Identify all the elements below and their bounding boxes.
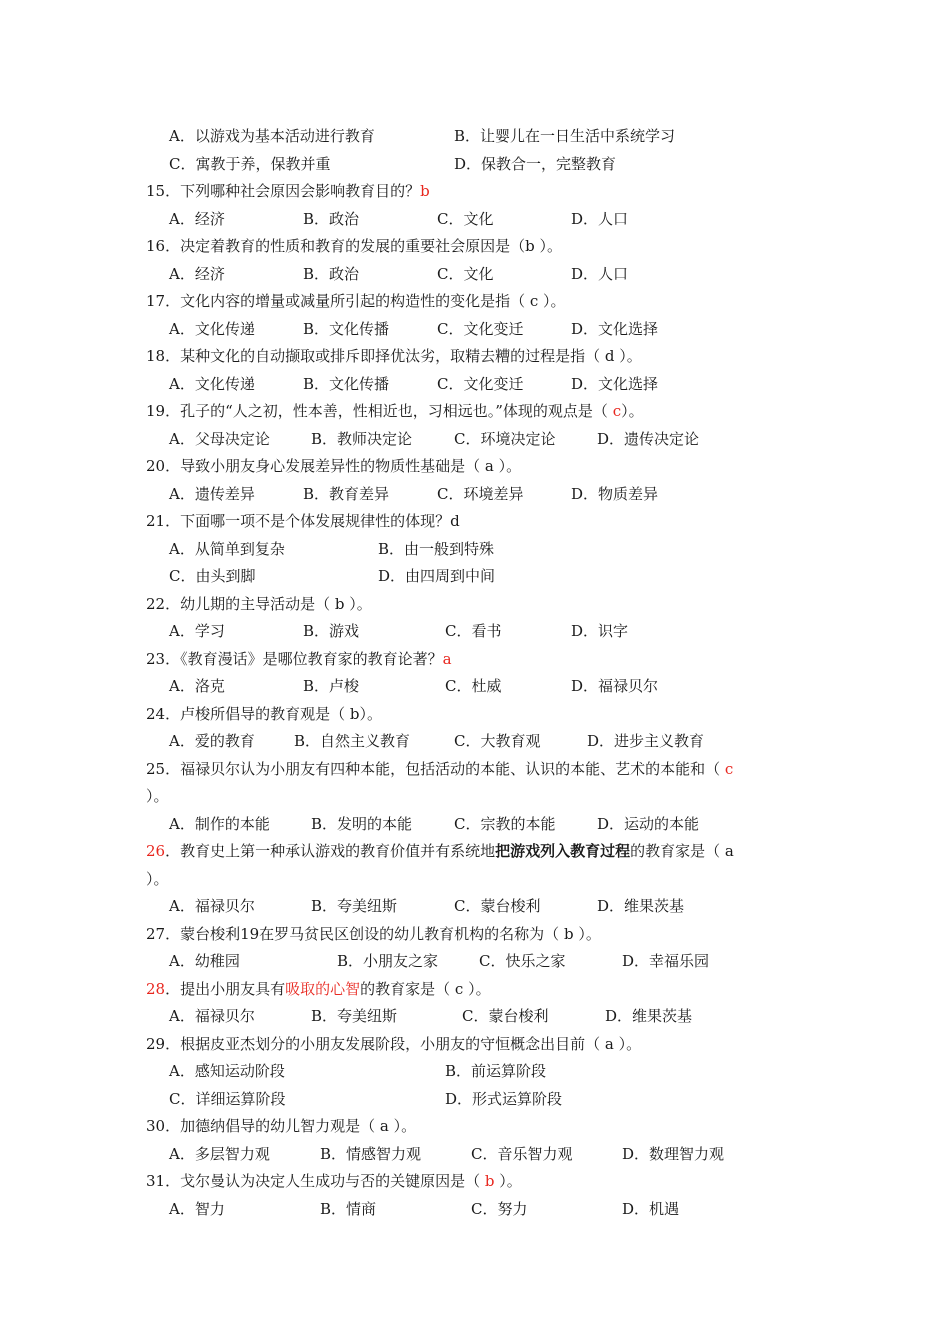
options-row	[0, 152, 950, 176]
question-text-segment: 25．福禄贝尔认为小朋友有四种本能，包括活动的本能、认识的本能、艺术的本能和（	[146, 760, 725, 778]
question-text-segment: 31．戈尔曼认为决定人生成功与否的关键原因是（	[146, 1172, 485, 1190]
answer-option: D．福禄贝尔	[571, 677, 659, 695]
answer-option: C．音乐智力观	[471, 1145, 573, 1163]
options-row	[0, 124, 950, 148]
answer-option: D．运动的本能	[597, 815, 700, 833]
options-row	[0, 564, 950, 588]
options-row	[0, 949, 950, 973]
question-text-segment: b	[420, 182, 430, 200]
question-line	[0, 977, 950, 1001]
question-text-segment: b	[484, 1172, 495, 1190]
answer-option: D．维果茨基	[597, 897, 685, 915]
answer-option: A．福禄贝尔	[169, 1007, 255, 1025]
answer-option: C．快乐之家	[479, 952, 566, 970]
answer-option: B．由一般到特殊	[378, 540, 495, 558]
answer-option: A．幼稚园	[169, 952, 240, 970]
question-line	[0, 757, 950, 781]
answer-option: C．宗教的本能	[454, 815, 556, 833]
question-text-segment: 把游戏列入教育过程	[495, 842, 631, 860]
answer-option: C．详细运算阶段	[169, 1090, 286, 1108]
answer-option: B．教育差异	[303, 485, 390, 503]
answer-option: B．前运算阶段	[445, 1062, 547, 1080]
question-line	[0, 647, 950, 671]
question-text-segment: 26	[146, 842, 166, 860]
options-row	[0, 619, 950, 643]
question-line	[0, 867, 950, 891]
answer-option: C．寓教于养，保教并重	[169, 155, 331, 173]
options-row	[0, 317, 950, 341]
question-text-segment: c	[612, 402, 622, 420]
options-row	[0, 729, 950, 753]
question-text-segment: 的教育家是（ a	[630, 842, 734, 860]
question-text-segment: 的教育家是（ c ）。	[360, 980, 491, 998]
options-row	[0, 1142, 950, 1166]
question-line	[0, 179, 950, 203]
answer-option: A．经济	[169, 210, 225, 228]
question-text-segment: ．提出小朋友具有	[165, 980, 286, 998]
question-line	[0, 399, 950, 423]
question-line	[0, 454, 950, 478]
answer-option: C．蒙台梭利	[462, 1007, 549, 1025]
answer-option: D．物质差异	[571, 485, 659, 503]
question-line	[0, 234, 950, 258]
question-line	[0, 1114, 950, 1138]
options-row	[0, 894, 950, 918]
answer-option: B．卢梭	[303, 677, 360, 695]
answer-option: A．爱的教育	[169, 732, 255, 750]
answer-option: A．经济	[169, 265, 225, 283]
answer-option: A．感知运动阶段	[169, 1062, 285, 1080]
answer-option: A．学习	[169, 622, 225, 640]
answer-option: D．人口	[571, 210, 629, 228]
question-text-segment: 吸取的心智	[285, 980, 361, 998]
answer-option: D．识字	[571, 622, 629, 640]
answer-option: B．情感智力观	[320, 1145, 422, 1163]
question-text-segment: ．教育史上第一种承认游戏的教育价值并有系统地	[165, 842, 496, 860]
answer-option: A．从简单到复杂	[169, 540, 285, 558]
answer-option: C．杜威	[445, 677, 502, 695]
question-line	[0, 702, 950, 726]
answer-option: A．以游戏为基本活动进行教育	[169, 127, 375, 145]
options-row	[0, 372, 950, 396]
answer-option: D．遗传决定论	[597, 430, 700, 448]
question-line	[0, 1169, 950, 1193]
question-text-segment: ）。	[146, 870, 169, 888]
answer-option: C．文化变迁	[437, 320, 524, 338]
answer-option: A．多层智力观	[169, 1145, 270, 1163]
answer-option: D．保教合一，完整教育	[454, 155, 617, 173]
answer-option: B．情商	[320, 1200, 377, 1218]
answer-option: C．文化	[437, 265, 494, 283]
answer-option: B．政治	[303, 265, 360, 283]
question-text-segment: 29．根据皮亚杰划分的小朋友发展阶段，小朋友的守恒概念出目前（ a ）。	[146, 1035, 642, 1053]
question-line	[0, 509, 950, 533]
answer-option: D．由四周到中间	[378, 567, 496, 585]
options-row	[0, 1197, 950, 1221]
options-row	[0, 812, 950, 836]
answer-option: B．政治	[303, 210, 360, 228]
answer-option: B．夸美纽斯	[311, 1007, 398, 1025]
question-text-segment: 23．《教育漫话》是哪位教育家的教育论著？	[146, 650, 443, 668]
question-text-segment: ）。	[146, 787, 169, 805]
question-text-segment: 20．导致小朋友身心发展差异性的物质性基础是（ a ）。	[146, 457, 522, 475]
question-line	[0, 784, 950, 808]
answer-option: A．洛克	[169, 677, 225, 695]
question-line	[0, 839, 950, 863]
answer-option: C．看书	[445, 622, 502, 640]
options-row	[0, 537, 950, 561]
answer-option: A．智力	[169, 1200, 225, 1218]
answer-option: B．让婴儿在一日生活中系统学习	[454, 127, 676, 145]
question-text-segment: c	[724, 760, 734, 778]
options-row	[0, 482, 950, 506]
answer-option: A．制作的本能	[169, 815, 270, 833]
answer-option: B．夸美纽斯	[311, 897, 398, 915]
options-row	[0, 427, 950, 451]
question-line	[0, 922, 950, 946]
answer-option: C．文化	[437, 210, 494, 228]
question-text-segment: 22．幼儿期的主导活动是（ b ）。	[146, 595, 372, 613]
options-row	[0, 262, 950, 286]
answer-option: A．文化传递	[169, 375, 255, 393]
question-text-segment: 16．决定着教育的性质和教育的发展的重要社会原因是（b ）。	[146, 237, 562, 255]
question-text-segment: 28	[146, 980, 166, 998]
question-line	[0, 1032, 950, 1056]
question-text-segment: 19．孔子的“人之初，性本善，性相近也，习相远也。”体现的观点是（	[146, 402, 613, 420]
answer-option: A．文化传递	[169, 320, 255, 338]
options-row	[0, 207, 950, 231]
answer-option: D．形式运算阶段	[445, 1090, 563, 1108]
question-text-segment: a	[442, 650, 452, 668]
answer-option: B．自然主义教育	[294, 732, 411, 750]
answer-option: A．父母决定论	[169, 430, 270, 448]
answer-option: A．遗传差异	[169, 485, 255, 503]
question-text-segment: 18．某种文化的自动撷取或排斥即择优汰劣，取精去糟的过程是指（ d ）。	[146, 347, 642, 365]
question-text-segment: 24．卢梭所倡导的教育观是（ b）。	[146, 705, 382, 723]
answer-option: C．环境差异	[437, 485, 524, 503]
answer-option: D．维果茨基	[605, 1007, 693, 1025]
answer-option: B．教师决定论	[311, 430, 413, 448]
answer-option: B．文化传播	[303, 320, 390, 338]
answer-option: C．蒙台梭利	[454, 897, 541, 915]
answer-option: D．机遇	[622, 1200, 680, 1218]
answer-option: B．游戏	[303, 622, 360, 640]
question-text-segment: 27．蒙台梭利19在罗马贫民区创设的幼儿教育机构的名称为（ b ）。	[146, 925, 601, 943]
question-text-segment: ）。	[494, 1172, 522, 1190]
options-row	[0, 1059, 950, 1083]
answer-option: C．文化变迁	[437, 375, 524, 393]
options-row	[0, 674, 950, 698]
answer-option: D．人口	[571, 265, 629, 283]
answer-option: B．小朋友之家	[337, 952, 439, 970]
question-text-segment: 17．文化内容的增量或减量所引起的构造性的变化是指（ c ）。	[146, 292, 566, 310]
options-row	[0, 1004, 950, 1028]
answer-option: D．进步主义教育	[587, 732, 705, 750]
answer-option: A．福禄贝尔	[169, 897, 255, 915]
answer-option: C．由头到脚	[169, 567, 256, 585]
question-text-segment: 30．加德纳倡导的幼儿智力观是（ a ）。	[146, 1117, 417, 1135]
question-line	[0, 344, 950, 368]
question-text-segment: 21．下面哪一项不是个体发展规律性的体现？d	[146, 512, 460, 530]
answer-option: C．环境决定论	[454, 430, 556, 448]
question-text-segment: 15．下列哪种社会原因会影响教育目的？	[146, 182, 421, 200]
answer-option: B．发明的本能	[311, 815, 413, 833]
answer-option: C．努力	[471, 1200, 528, 1218]
question-text-segment: ）。	[621, 402, 644, 420]
options-row	[0, 1087, 950, 1111]
answer-option: D．文化选择	[571, 320, 659, 338]
answer-option: D．数理智力观	[622, 1145, 725, 1163]
answer-option: D．幸福乐园	[622, 952, 710, 970]
question-line	[0, 592, 950, 616]
answer-option: C．大教育观	[454, 732, 541, 750]
question-line	[0, 289, 950, 313]
answer-option: D．文化选择	[571, 375, 659, 393]
answer-option: B．文化传播	[303, 375, 390, 393]
